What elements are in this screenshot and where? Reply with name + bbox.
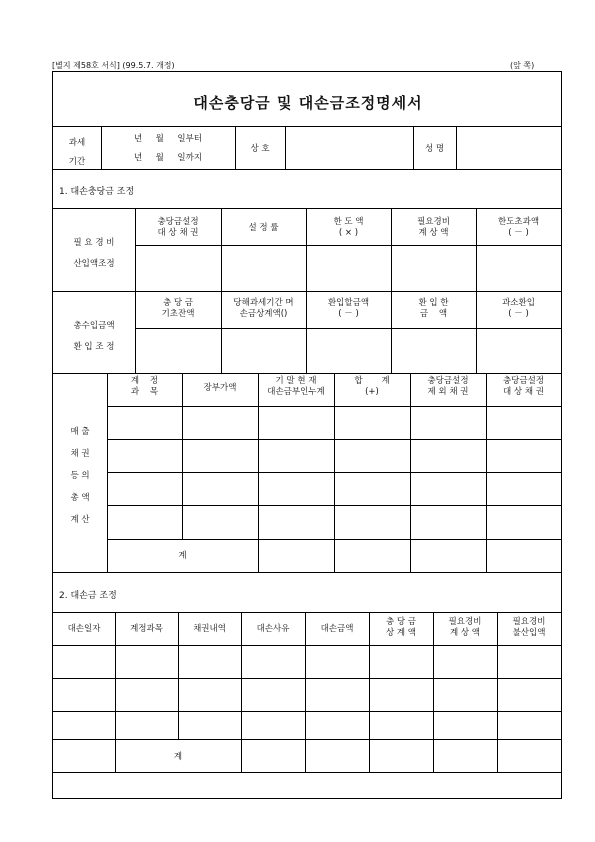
income-header-3: 환입할금액 ( － ) <box>327 298 370 320</box>
loss-header-4: 대손사유 <box>256 624 290 634</box>
form-number: [별지 제58호 서식] (99.5.7. 개정) <box>52 61 175 70</box>
loss-header-2: 계정과목 <box>130 624 163 634</box>
income-header-4: 환 입 한 금 액 <box>418 298 449 320</box>
section1-title: 1. 대손충당금 조정 <box>59 187 135 197</box>
loss-header-3: 채권내역 <box>193 624 226 634</box>
expense-header-4: 필요경비 계 상 액 <box>417 217 450 239</box>
title-divider <box>53 126 561 127</box>
receivables-side-label: 매 출 채 권 등 의 총 액 계 산 <box>70 427 90 525</box>
period-label: 과세 기간 <box>68 138 86 167</box>
income-header-1: 충 당 금 기초잔액 <box>161 298 195 320</box>
income-row-label: 총수입금액 환 입 조 정 <box>73 321 115 352</box>
company-label: 상 호 <box>250 144 270 154</box>
loss-header-1: 대손일자 <box>67 624 101 634</box>
income-header-2: 당해과세기간 며 손금상계액() <box>233 298 294 320</box>
income-header-5: 과소환입 ( － ) <box>502 298 535 320</box>
page-side-label: (앞 쪽) <box>510 61 535 70</box>
receivables-total-label: 계 <box>178 551 187 561</box>
name-label: 성 명 <box>424 144 445 154</box>
receivables-header-2: 장부가액 <box>203 383 237 393</box>
loss-header-7: 필요경비 계 상 액 <box>448 617 482 639</box>
expense-row-label: 필 요 경 비 산입액조정 <box>73 238 115 269</box>
expense-header-2: 설 정 률 <box>248 223 279 233</box>
expense-header-3: 한 도 액 ( × ) <box>333 217 364 239</box>
receivables-header-1: 계 정 과 목 <box>130 376 159 398</box>
receivables-header-4: 합 계 (+) <box>354 376 390 398</box>
page-title: 대손충당금 및 대손금조정명세서 <box>193 94 423 112</box>
receivables-header-3: 기 말 현 재 대손금부인누계 <box>267 376 325 398</box>
loss-header-6: 충 당 금 상 계 액 <box>385 617 417 639</box>
section2-title: 2. 대손금 조정 <box>59 591 117 601</box>
expense-header-1: 충당금설정 대 상 채 권 <box>157 217 199 239</box>
loss-header-5: 대손금액 <box>320 624 354 634</box>
period-to: 년 월 일까지 <box>133 153 203 163</box>
period-from: 년 월 일부터 <box>133 134 203 144</box>
expense-header-5: 한도초과액 ( － ) <box>497 217 540 239</box>
loss-total-label: 계 <box>173 752 183 762</box>
receivables-header-6: 충당금설정 대 상 채 권 <box>502 376 545 398</box>
receivables-header-5: 충당금설정 제 외 채 권 <box>427 376 469 398</box>
form-frame <box>52 71 562 799</box>
loss-header-8: 필요경비 불산입액 <box>512 617 546 639</box>
